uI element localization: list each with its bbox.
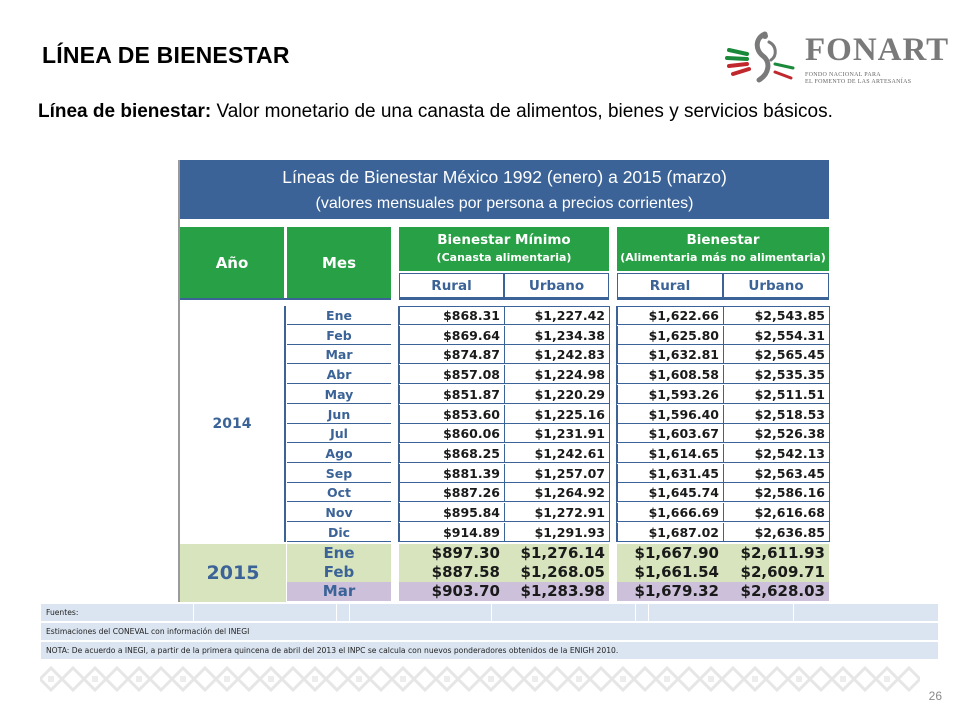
table-cell-min-rural: $868.25: [399, 444, 504, 463]
table-cell-bien-rural: $1,593.26: [617, 385, 723, 404]
table-row-month: Ene: [323, 544, 355, 562]
fonart-emblem-icon: [725, 28, 797, 90]
table-cell-min-rural: $851.87: [399, 385, 504, 404]
header-divider: [180, 298, 829, 300]
definition-paragraph: [38, 98, 927, 125]
table-cell-min-rural: $868.31: [399, 306, 504, 325]
table-cell-min-urbano: $1,227.42: [504, 306, 609, 325]
table-cell-min-urbano: $1,234.38: [504, 326, 609, 345]
table-cell-min-rural: $853.60: [399, 405, 504, 424]
table-cell-min-urbano: $1,242.61: [504, 444, 609, 463]
table-cell-bien-urbano: $2,636.85: [723, 523, 829, 542]
table-subtitle: (valores mensuales por persona a precios corrientes): [315, 195, 694, 212]
value-group-border: [398, 306, 610, 542]
logo-name: FONART: [805, 32, 950, 68]
header-group-minimo-title: Bienestar Mínimo: [437, 232, 571, 248]
header-group-minimo: [399, 227, 609, 271]
header-group-bienestar-title: Bienestar: [686, 232, 760, 248]
table-cell-bien-urbano: $2,611.93: [740, 544, 825, 562]
header-year: Año: [180, 227, 284, 298]
table-cell-bien-rural: $1,608.58: [617, 365, 723, 384]
fonart-logo: [725, 28, 950, 90]
footnote-gridline: [793, 604, 794, 621]
table-cell-bien-rural: $1,596.40: [617, 405, 723, 424]
year-2014-cell: 2014: [180, 306, 286, 542]
table-cell-bien-rural: $1,632.81: [617, 345, 723, 364]
table-cell-bien-urbano: $2,543.85: [723, 306, 829, 325]
table-row-month: Ene: [287, 306, 391, 325]
decorative-pattern-band: [40, 664, 920, 694]
table-cell-min-rural: $881.39: [399, 464, 504, 483]
table-cell-bien-rural: $1,666.69: [617, 503, 723, 522]
table-title-banner: [180, 160, 829, 219]
table-cell-bien-rural: $1,625.80: [617, 326, 723, 345]
table-row-month: Abr: [287, 365, 391, 384]
table-row-month: Oct: [287, 483, 391, 502]
header-min-rural: Rural: [399, 273, 504, 298]
table-cell-bien-urbano: $2,518.53: [723, 405, 829, 424]
footnotes-table: [41, 604, 938, 661]
table-row-month: Feb: [323, 563, 355, 581]
table-cell-min-urbano: $1,242.83: [504, 345, 609, 364]
table-cell-bien-rural: $1,603.67: [617, 424, 723, 443]
header-bien-urbano: Urbano: [723, 273, 829, 298]
table-cell-bien-urbano: $2,586.16: [723, 483, 829, 502]
table-cell-min-rural: $869.64: [399, 326, 504, 345]
table-cell-bien-urbano: $2,554.31: [723, 326, 829, 345]
table-cell-min-urbano: $1,272.91: [504, 503, 609, 522]
table-cell-min-rural: $887.26: [399, 483, 504, 502]
table-row-month: Mar: [322, 582, 356, 600]
footnote-gridline: [336, 604, 337, 621]
table-cell-bien-urbano: $2,542.13: [723, 444, 829, 463]
table-cell-bien-urbano: $2,511.51: [723, 385, 829, 404]
header-group-minimo-subtitle: (Canasta alimentaria): [436, 251, 572, 264]
footnote-sources-row: [41, 604, 938, 623]
table-cell-bien-urbano: $2,563.45: [723, 464, 829, 483]
header-min-urbano: Urbano: [504, 273, 609, 298]
table-row-month: Ago: [287, 444, 391, 463]
table-cell-min-urbano: $1,264.92: [504, 483, 609, 502]
definition-text: Valor monetario de una canasta de alimentos, bienes y servicios básicos.: [211, 101, 833, 122]
table-cell-min-urbano: $1,291.93: [504, 523, 609, 542]
logo-subtitle: [805, 72, 911, 86]
table-cell-bien-rural: $1,679.32: [634, 582, 719, 600]
table-cell-bien-rural: $1,645.74: [617, 483, 723, 502]
table-cell-bien-urbano: $2,609.71: [740, 563, 825, 581]
table-cell-bien-urbano: $2,565.45: [723, 345, 829, 364]
table-cell-min-rural: $860.06: [399, 424, 504, 443]
header-group-bienestar-subtitle: (Alimentaria más no alimentaria): [620, 251, 826, 264]
table-title: Líneas de Bienestar México 1992 (enero) a 2015 (marzo): [282, 167, 727, 187]
table-cell-bien-rural: $1,687.02: [617, 523, 723, 542]
table-cell-min-rural: $914.89: [399, 523, 504, 542]
table-cell-bien-rural: $1,661.54: [634, 563, 719, 581]
table-row-month: Mar: [287, 345, 391, 364]
footnote-source-line: Estimaciones del CONEVAL con información del INEGI: [41, 623, 938, 642]
footnote-gridline: [648, 604, 649, 621]
logo-subtitle-line1: FONDO NACIONAL PARA: [805, 72, 881, 78]
footnote-gridline: [491, 604, 492, 621]
table-cell-bien-rural: $1,622.66: [617, 306, 723, 325]
table-cell-bien-urbano: $2,616.68: [723, 503, 829, 522]
slide-title: LÍNEA DE BIENESTAR: [42, 42, 290, 68]
table-cell-bien-urbano: $2,535.35: [723, 365, 829, 384]
table-cell-bien-urbano: $2,628.03: [740, 582, 825, 600]
table-cell-min-rural: $903.70: [431, 582, 500, 600]
footnote-sources-label: Fuentes:: [46, 608, 79, 617]
table-row-month: Jun: [287, 405, 391, 424]
table-cell-min-urbano: $1,276.14: [520, 544, 605, 562]
page-number: 26: [928, 689, 942, 703]
header-group-bienestar: [617, 227, 829, 271]
table-cell-min-rural: $857.08: [399, 365, 504, 384]
definition-term: Línea de bienestar:: [38, 101, 212, 122]
logo-subtitle-line2: EL FOMENTO DE LAS ARTESANÍAS: [805, 79, 912, 85]
table-row-month: Jul: [287, 424, 391, 443]
table-row-month: Nov: [287, 503, 391, 522]
table-cell-bien-rural: $1,631.45: [617, 464, 723, 483]
table-cell-min-urbano: $1,268.05: [520, 563, 605, 581]
footnote-gridline: [349, 604, 350, 621]
table-cell-bien-rural: $1,667.90: [634, 544, 719, 562]
table-cell-min-rural: $895.84: [399, 503, 504, 522]
table-cell-min-urbano: $1,231.91: [504, 424, 609, 443]
table-cell-min-rural: $887.58: [431, 563, 500, 581]
table-cell-bien-rural: $1,614.65: [617, 444, 723, 463]
footnote-gridline: [193, 604, 194, 621]
table-cell-min-rural: $874.87: [399, 345, 504, 364]
table-cell-min-urbano: $1,283.98: [520, 582, 605, 600]
table-cell-min-urbano: $1,225.16: [504, 405, 609, 424]
footnote-nota-line: NOTA: De acuerdo a INEGI, a partir de la primera quincena de abril del 2013 el INPC se calcula con nuevos ponderadores obtenidos de la ENIGH 2010.: [41, 642, 938, 661]
table-cell-min-rural: $897.30: [431, 544, 500, 562]
year-2015-cell: 2015: [180, 544, 286, 602]
header-bien-rural: Rural: [617, 273, 723, 298]
table-cell-min-urbano: $1,220.29: [504, 385, 609, 404]
table-row-month: Feb: [287, 326, 391, 345]
footnote-gridline: [635, 604, 636, 621]
table-row-month: Dic: [287, 523, 391, 542]
table-cell-bien-urbano: $2,526.38: [723, 424, 829, 443]
table-row-month: Sep: [287, 464, 391, 483]
table-row-month: May: [287, 385, 391, 404]
header-month: Mes: [287, 227, 391, 298]
value-group-border: [616, 306, 830, 542]
table-cell-min-urbano: $1,224.98: [504, 365, 609, 384]
table-cell-min-urbano: $1,257.07: [504, 464, 609, 483]
